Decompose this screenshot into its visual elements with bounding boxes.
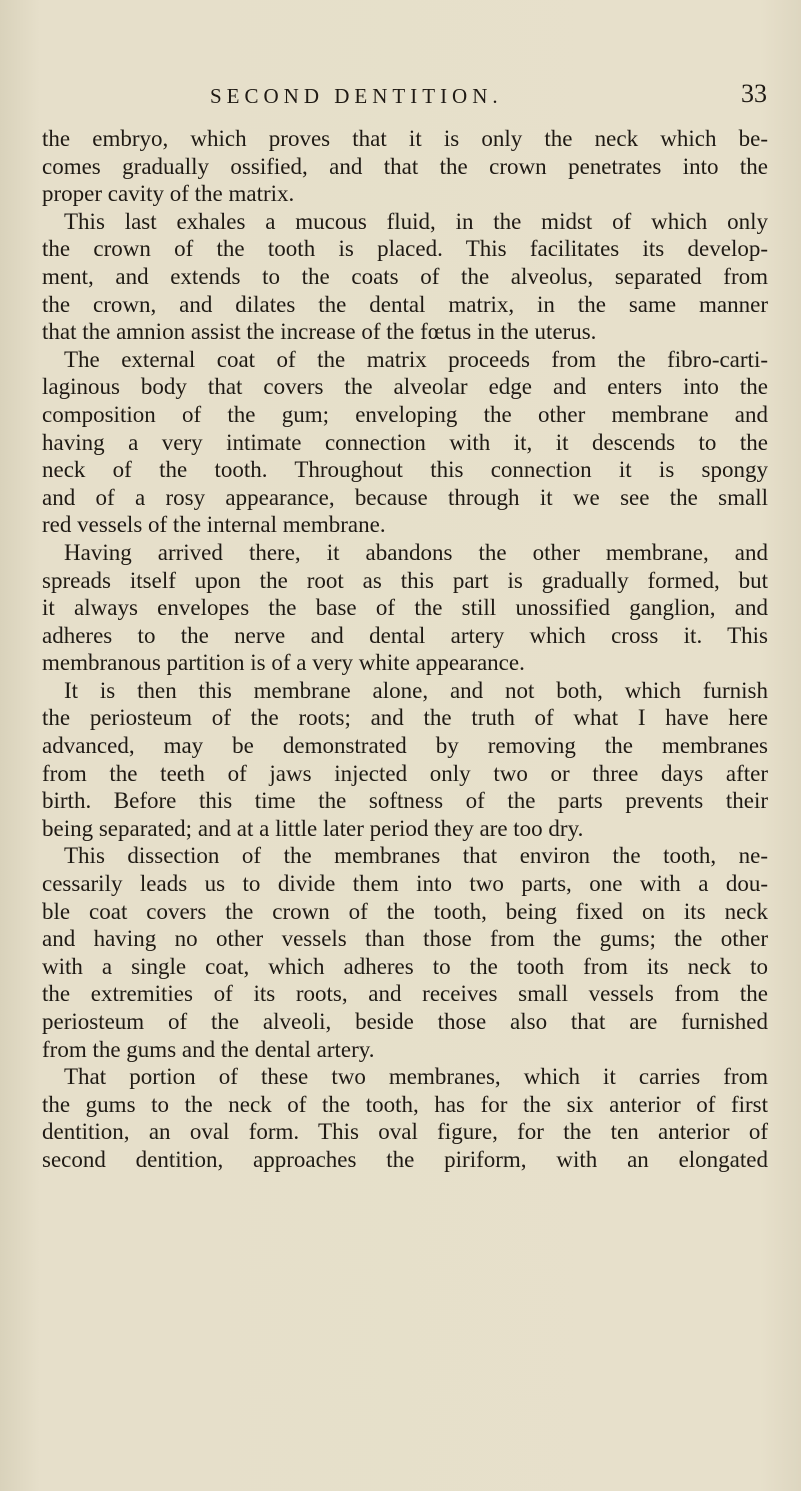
running-head: SECOND DENTITION. xyxy=(210,84,503,108)
text-line: the crown, and dilates the dental matrix, in the same manner xyxy=(42,291,768,317)
text-line: spreads itself upon the root as this part is gradually formed, but xyxy=(42,567,768,593)
text-line: with a single coat, which adheres to the tooth from its neck to xyxy=(42,953,768,979)
text-line: Having arrived there, it abandons the other membrane, and xyxy=(64,539,768,565)
text-line: neck of the tooth. Throughout this connection it is spongy xyxy=(42,457,768,483)
text-line: it always envelopes the base of the still unossified ganglion, and xyxy=(42,595,768,621)
text-line: proper cavity of the matrix. xyxy=(42,181,295,207)
text-line: having a very intimate connection with it, it descends to the xyxy=(42,429,768,455)
text-line: periosteum of the alveoli, beside those also that are furnished xyxy=(42,1009,768,1034)
text-line: cessarily leads us to divide them into two parts, one with a dou- xyxy=(42,871,768,897)
text-line: advanced, may be demonstrated by removing the membranes xyxy=(42,733,768,759)
text-line: and of a rosy appearance, because through it we see the small xyxy=(42,484,768,510)
text-line: That portion of these two membranes, which it carries from xyxy=(64,1064,768,1090)
text-line: the extremities of its roots, and receives small vessels from the xyxy=(42,981,768,1007)
text-line: ble coat covers the crown of the tooth, being fixed on its neck xyxy=(42,898,768,924)
text-line: ment, and extends to the coats of the alveolus, separated from xyxy=(42,263,768,289)
text-line: the crown of the tooth is placed. This facilitates its develop- xyxy=(42,236,768,262)
text-line: It is then this membrane alone, and not both, which furnish xyxy=(64,677,768,703)
text-line: the gums to the neck of the tooth, has for the six anterior of first xyxy=(42,1091,768,1117)
text-line: red vessels of the internal membrane. xyxy=(42,512,386,538)
body-text xyxy=(42,125,768,1174)
text-line: comes gradually ossified, and that the crown penetrates into the xyxy=(42,153,768,179)
text-line: from the teeth of jaws injected only two or three days after xyxy=(42,760,768,786)
text-line: the embryo, which proves that it is only the neck which be- xyxy=(42,126,768,151)
page-header xyxy=(0,74,801,110)
text-line: the periosteum of the roots; and the truth of what I have here xyxy=(42,705,768,731)
text-line: This dissection of the membranes that environ the tooth, ne- xyxy=(64,843,768,869)
text-line: that the amnion assist the increase of the fœtus in the uterus. xyxy=(42,319,597,345)
text-line: The external coat of the matrix proceeds from the fibro-carti- xyxy=(64,346,768,372)
text-line: from the gums and the dental artery. xyxy=(42,1036,375,1062)
text-line: second dentition, approaches the piriform, with an elongated xyxy=(42,1146,768,1172)
text-line: laginous body that covers the alveolar edge and enters into the xyxy=(42,374,768,400)
text-line: and having no other vessels than those from the gums; the other xyxy=(42,926,768,952)
text-line: adheres to the nerve and dental artery which cross it. This xyxy=(42,622,768,648)
text-line: being separated; and at a little later period they are too dry. xyxy=(42,815,584,841)
text-line: membranous partition is of a very white appearance. xyxy=(42,650,525,676)
text-line: composition of the gum; enveloping the other membrane and xyxy=(42,401,768,427)
page-number: 33 xyxy=(741,79,767,108)
text-line: dentition, an oval form. This oval figure, for the ten anterior of xyxy=(42,1119,768,1145)
text-line: This last exhales a mucous fluid, in the midst of which only xyxy=(64,208,768,234)
text-line: birth. Before this time the softness of the parts prevents their xyxy=(42,788,768,814)
